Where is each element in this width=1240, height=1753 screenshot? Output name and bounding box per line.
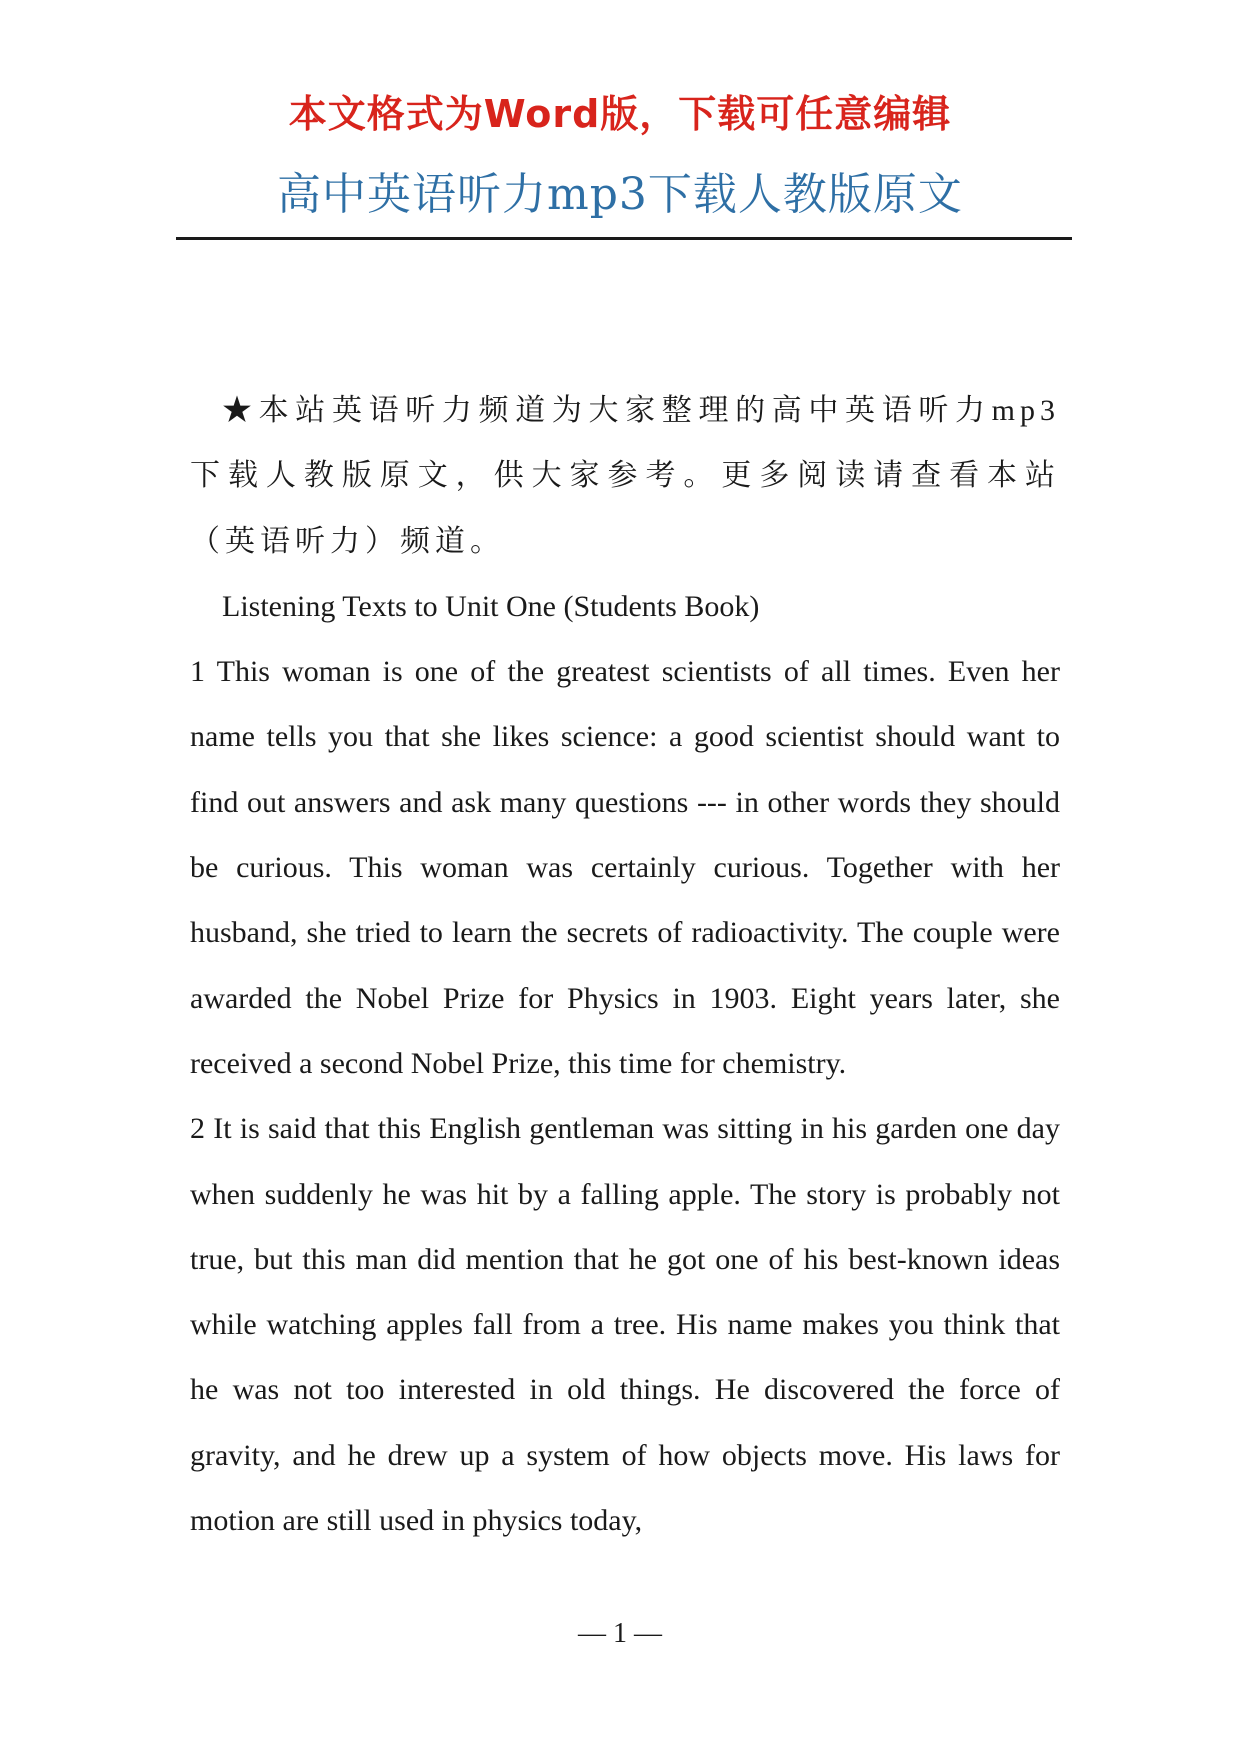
document-title: 高中英语听力mp3下载人教版原文 [277,169,963,220]
body-paragraph-2: 2 It is said that this English gentleman was sitting in his garden one day when suddenly he was hit by a falling apple. The story is probably not true, but this man did mention that he got one of his best-known ideas while watching apples fall from a tree. His name makes you think that he was not too interested in old things. He discovered the force of gravity, and he drew up a system of how objects move. His laws for motion are still used in physics today, [190,1112,1060,1538]
page-number: — 1 — [578,1618,662,1649]
section-heading: Listening Texts to Unit One (Students Book) [222,589,760,623]
title-divider [176,237,1072,240]
body-paragraph-1: 1 This woman is one of the greatest scientists of all times. Even her name tells you that she likes science: a good scientist should want to find out answers and ask many questions --- in other words they should be curious. This woman was certainly curious. Together with her husband, she tried to learn the secrets of radioactivity. The couple were awarded the Nobel Prize for Physics in 1903. Eight years later, she received a second Nobel Prize, this time for chemistry. [190,655,1060,1080]
format-banner: 本文格式为Word版，下载可任意编辑 [288,92,952,136]
intro-paragraph: ★本站英语听力频道为大家整理的高中英语听力mp3下载人教版原文，供大家参考。更多阅读请查看本站（英语听力）频道。 [190,394,1060,558]
document-body [190,378,1060,1553]
